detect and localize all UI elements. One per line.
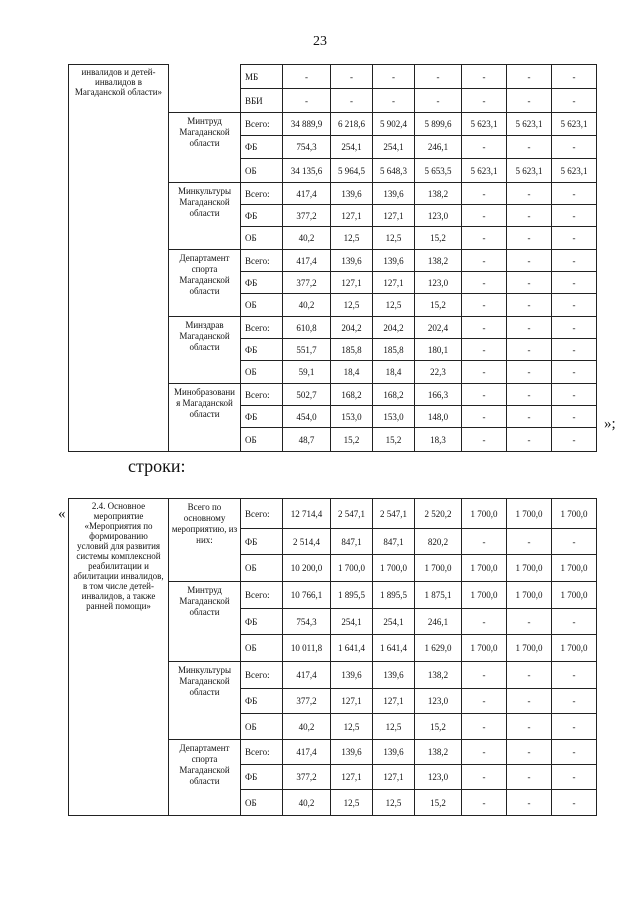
executor-cell: Всего по основному мероприятию, из них: — [169, 499, 241, 582]
amount-cell: - — [552, 384, 597, 406]
amount-cell: - — [507, 250, 552, 272]
amount-cell: 15,2 — [415, 294, 462, 317]
amount-cell: - — [462, 65, 507, 89]
funding-source-cell: Всего: — [241, 317, 283, 339]
amount-cell: 12,5 — [331, 227, 373, 250]
amount-cell: - — [462, 361, 507, 384]
amount-cell: 1 700,0 — [507, 635, 552, 662]
funding-source-cell: Всего: — [241, 662, 283, 689]
amount-cell: 40,2 — [283, 227, 331, 250]
amount-cell: 454,0 — [283, 406, 331, 428]
funding-source-cell: ОБ — [241, 159, 283, 183]
amount-cell: 1 700,0 — [552, 582, 597, 609]
amount-cell: 168,2 — [373, 384, 415, 406]
amount-cell: 34 135,6 — [283, 159, 331, 183]
amount-cell: - — [462, 205, 507, 227]
amount-cell: - — [283, 65, 331, 89]
funding-source-cell: ОБ — [241, 428, 283, 452]
amount-cell: 123,0 — [415, 765, 462, 790]
amount-cell: 2 547,1 — [331, 499, 373, 529]
table-row — [69, 65, 597, 89]
executor-cell: Минкультуры Магаданской области — [169, 183, 241, 250]
amount-cell: 153,0 — [373, 406, 415, 428]
amount-cell: - — [507, 765, 552, 790]
amount-cell: - — [552, 89, 597, 113]
funding-source-cell: ОБ — [241, 555, 283, 582]
amount-cell: 377,2 — [283, 205, 331, 227]
amount-cell: - — [507, 227, 552, 250]
amount-cell: - — [462, 406, 507, 428]
amount-cell: 417,4 — [283, 662, 331, 689]
budget-table-continuation — [68, 64, 597, 452]
amount-cell: - — [462, 339, 507, 361]
amount-cell: - — [507, 714, 552, 740]
amount-cell: 5 653,5 — [415, 159, 462, 183]
amount-cell: - — [507, 272, 552, 294]
amount-cell: - — [462, 136, 507, 159]
amount-cell: 139,6 — [331, 250, 373, 272]
budget-table-new-rows — [68, 498, 597, 816]
amount-cell: 15,2 — [373, 428, 415, 452]
amount-cell: 847,1 — [373, 529, 415, 555]
funding-source-cell: ОБ — [241, 714, 283, 740]
funding-source-cell: ФБ — [241, 689, 283, 714]
amount-cell: 185,8 — [373, 339, 415, 361]
amount-cell: 12,5 — [331, 294, 373, 317]
funding-source-cell: ФБ — [241, 609, 283, 635]
amount-cell: - — [552, 250, 597, 272]
funding-source-cell: ОБ — [241, 790, 283, 816]
amount-cell: - — [462, 609, 507, 635]
amount-cell: 5 623,1 — [507, 159, 552, 183]
funding-source-cell: Всего: — [241, 113, 283, 136]
amount-cell: - — [331, 89, 373, 113]
amount-cell: 139,6 — [373, 183, 415, 205]
amount-cell: 1 700,0 — [507, 555, 552, 582]
amount-cell: 1 700,0 — [552, 499, 597, 529]
amount-cell: - — [507, 384, 552, 406]
amount-cell: 5 899,6 — [415, 113, 462, 136]
amount-cell: 1 700,0 — [507, 582, 552, 609]
amount-cell: 246,1 — [415, 136, 462, 159]
funding-source-cell: ФБ — [241, 339, 283, 361]
amount-cell: 254,1 — [373, 136, 415, 159]
amount-cell: - — [552, 183, 597, 205]
amount-cell: - — [552, 529, 597, 555]
amount-cell: 22,3 — [415, 361, 462, 384]
funding-source-cell: ФБ — [241, 765, 283, 790]
amount-cell: - — [415, 65, 462, 89]
amount-cell: 204,2 — [331, 317, 373, 339]
amount-cell: 551,7 — [283, 339, 331, 361]
amount-cell: 5 902,4 — [373, 113, 415, 136]
amount-cell: - — [462, 740, 507, 765]
amount-cell: 138,2 — [415, 250, 462, 272]
amount-cell: - — [507, 65, 552, 89]
amount-cell: - — [507, 428, 552, 452]
amount-cell: 10 200,0 — [283, 555, 331, 582]
amount-cell: - — [462, 317, 507, 339]
measure-description-cell: 2.4. Основное мероприятие «Мероприятия по формированию условий для развития системы комплексной реабилитации и абилитации инвалидов, в том числе детей-инвалидов, а также ранней помощи» — [69, 499, 169, 816]
executor-cell: Минобразовани я Магаданской области — [169, 384, 241, 452]
amount-cell: 754,3 — [283, 136, 331, 159]
amount-cell: - — [462, 272, 507, 294]
amount-cell: 12,5 — [373, 714, 415, 740]
table-row — [69, 499, 597, 529]
amount-cell: 12 714,4 — [283, 499, 331, 529]
amount-cell: - — [462, 227, 507, 250]
amount-cell: 1 700,0 — [462, 582, 507, 609]
funding-source-cell: Всего: — [241, 740, 283, 765]
amount-cell: - — [462, 250, 507, 272]
measure-description-cell: инвалидов и детей-инвалидов в Магаданской области» — [69, 65, 169, 452]
amount-cell: 417,4 — [283, 250, 331, 272]
funding-source-cell: ОБ — [241, 294, 283, 317]
executor-cell: Минкультуры Магаданской области — [169, 662, 241, 740]
amount-cell: 40,2 — [283, 294, 331, 317]
amount-cell: 202,4 — [415, 317, 462, 339]
funding-source-cell: Всего: — [241, 384, 283, 406]
amount-cell: 15,2 — [331, 428, 373, 452]
amount-cell: 377,2 — [283, 689, 331, 714]
amount-cell: - — [462, 529, 507, 555]
funding-source-cell: ОБ — [241, 635, 283, 662]
amount-cell: 138,2 — [415, 662, 462, 689]
amount-cell: - — [552, 317, 597, 339]
amount-cell: - — [552, 662, 597, 689]
amount-cell: - — [507, 740, 552, 765]
amount-cell: 5 623,1 — [462, 113, 507, 136]
amount-cell: 1 700,0 — [462, 555, 507, 582]
amount-cell: 5 648,3 — [373, 159, 415, 183]
amount-cell: 204,2 — [373, 317, 415, 339]
amount-cell: 123,0 — [415, 272, 462, 294]
amount-cell: 185,8 — [331, 339, 373, 361]
amount-cell: - — [552, 272, 597, 294]
amount-cell: 377,2 — [283, 272, 331, 294]
amount-cell: 6 218,6 — [331, 113, 373, 136]
funding-source-cell: ФБ — [241, 136, 283, 159]
amount-cell: 847,1 — [331, 529, 373, 555]
closing-quote: »; — [604, 416, 616, 432]
amount-cell: - — [462, 428, 507, 452]
amount-cell: 246,1 — [415, 609, 462, 635]
amount-cell: 139,6 — [373, 662, 415, 689]
amount-cell: 18,3 — [415, 428, 462, 452]
amount-cell: - — [462, 183, 507, 205]
funding-source-cell: Всего: — [241, 183, 283, 205]
amount-cell: 168,2 — [331, 384, 373, 406]
amount-cell: 180,1 — [415, 339, 462, 361]
amount-cell: - — [552, 361, 597, 384]
amount-cell: 10 011,8 — [283, 635, 331, 662]
amount-cell: - — [552, 790, 597, 816]
funding-source-cell: МБ — [241, 65, 283, 89]
amount-cell: - — [552, 294, 597, 317]
amount-cell: 754,3 — [283, 609, 331, 635]
amount-cell: - — [373, 89, 415, 113]
amount-cell: 123,0 — [415, 689, 462, 714]
amount-cell: - — [462, 765, 507, 790]
amount-cell: - — [507, 136, 552, 159]
amount-cell: - — [552, 689, 597, 714]
amount-cell: 139,6 — [373, 250, 415, 272]
amount-cell: - — [552, 227, 597, 250]
amount-cell: 15,2 — [415, 227, 462, 250]
amount-cell: 1 875,1 — [415, 582, 462, 609]
funding-source-cell: ОБ — [241, 227, 283, 250]
amount-cell: 2 520,2 — [415, 499, 462, 529]
amount-cell: 417,4 — [283, 183, 331, 205]
amount-cell: 139,6 — [331, 740, 373, 765]
funding-source-cell: Всего: — [241, 250, 283, 272]
amount-cell: - — [462, 689, 507, 714]
amount-cell: 10 766,1 — [283, 582, 331, 609]
amount-cell: - — [462, 384, 507, 406]
amount-cell: 59,1 — [283, 361, 331, 384]
executor-cell: Департамент спорта Магаданской области — [169, 740, 241, 816]
amount-cell: - — [462, 714, 507, 740]
amount-cell: 127,1 — [331, 205, 373, 227]
amount-cell: 5 623,1 — [462, 159, 507, 183]
amount-cell: 820,2 — [415, 529, 462, 555]
amount-cell: 127,1 — [373, 205, 415, 227]
amount-cell: 1 895,5 — [331, 582, 373, 609]
amount-cell: 123,0 — [415, 205, 462, 227]
amount-cell: 12,5 — [373, 294, 415, 317]
amount-cell: 18,4 — [373, 361, 415, 384]
amount-cell: - — [507, 317, 552, 339]
amount-cell: 127,1 — [331, 689, 373, 714]
amount-cell: - — [507, 689, 552, 714]
funding-source-cell: Всего: — [241, 582, 283, 609]
funding-source-cell: ФБ — [241, 272, 283, 294]
amount-cell: - — [507, 406, 552, 428]
amount-cell: - — [507, 339, 552, 361]
amount-cell: - — [552, 205, 597, 227]
amount-cell: 1 700,0 — [552, 555, 597, 582]
amount-cell: - — [552, 428, 597, 452]
section-heading: строки: — [128, 456, 186, 476]
amount-cell: 127,1 — [373, 272, 415, 294]
amount-cell: 1 700,0 — [507, 499, 552, 529]
amount-cell: 12,5 — [373, 790, 415, 816]
amount-cell: - — [552, 339, 597, 361]
amount-cell: 417,4 — [283, 740, 331, 765]
amount-cell: 139,6 — [331, 662, 373, 689]
amount-cell: - — [462, 294, 507, 317]
funding-source-cell: Всего: — [241, 499, 283, 529]
amount-cell: 1 641,4 — [373, 635, 415, 662]
amount-cell: - — [552, 65, 597, 89]
amount-cell: 12,5 — [331, 714, 373, 740]
amount-cell: 254,1 — [331, 136, 373, 159]
amount-cell: 5 623,1 — [552, 113, 597, 136]
executor-cell: Минздрав Магаданской области — [169, 317, 241, 384]
amount-cell: 139,6 — [331, 183, 373, 205]
amount-cell: - — [507, 294, 552, 317]
amount-cell: 139,6 — [373, 740, 415, 765]
executor-cell-empty — [169, 65, 241, 113]
amount-cell: 1 700,0 — [331, 555, 373, 582]
amount-cell: - — [552, 714, 597, 740]
funding-source-cell: ФБ — [241, 205, 283, 227]
amount-cell: - — [507, 89, 552, 113]
amount-cell: 40,2 — [283, 790, 331, 816]
amount-cell: 1 629,0 — [415, 635, 462, 662]
amount-cell: 1 641,4 — [331, 635, 373, 662]
executor-cell: Минтруд Магаданской области — [169, 582, 241, 662]
amount-cell: 2 514,4 — [283, 529, 331, 555]
amount-cell: 148,0 — [415, 406, 462, 428]
opening-quote: « — [58, 506, 66, 522]
amount-cell: 138,2 — [415, 183, 462, 205]
amount-cell: 34 889,9 — [283, 113, 331, 136]
amount-cell: - — [373, 65, 415, 89]
funding-source-cell: ВБИ — [241, 89, 283, 113]
amount-cell: 127,1 — [373, 689, 415, 714]
amount-cell: 1 700,0 — [415, 555, 462, 582]
funding-source-cell: ОБ — [241, 361, 283, 384]
amount-cell: - — [552, 136, 597, 159]
amount-cell: 127,1 — [331, 272, 373, 294]
amount-cell: 18,4 — [331, 361, 373, 384]
amount-cell: 254,1 — [373, 609, 415, 635]
amount-cell: - — [507, 183, 552, 205]
amount-cell: - — [283, 89, 331, 113]
amount-cell: 12,5 — [373, 227, 415, 250]
amount-cell: - — [331, 65, 373, 89]
amount-cell: - — [507, 662, 552, 689]
amount-cell: 254,1 — [331, 609, 373, 635]
amount-cell: 610,8 — [283, 317, 331, 339]
amount-cell: 1 700,0 — [373, 555, 415, 582]
page-number: 23 — [313, 34, 327, 49]
executor-cell: Минтруд Магаданской области — [169, 113, 241, 183]
amount-cell: - — [507, 361, 552, 384]
amount-cell: 5 623,1 — [552, 159, 597, 183]
amount-cell: - — [462, 662, 507, 689]
amount-cell: - — [462, 790, 507, 816]
amount-cell: - — [507, 205, 552, 227]
amount-cell: 1 700,0 — [552, 635, 597, 662]
amount-cell: - — [552, 740, 597, 765]
amount-cell: - — [552, 609, 597, 635]
amount-cell: 15,2 — [415, 790, 462, 816]
amount-cell: - — [462, 89, 507, 113]
amount-cell: 1 895,5 — [373, 582, 415, 609]
amount-cell: 377,2 — [283, 765, 331, 790]
amount-cell: 48,7 — [283, 428, 331, 452]
amount-cell: 127,1 — [331, 765, 373, 790]
amount-cell: 1 700,0 — [462, 499, 507, 529]
amount-cell: 2 547,1 — [373, 499, 415, 529]
amount-cell: - — [507, 529, 552, 555]
amount-cell: 502,7 — [283, 384, 331, 406]
amount-cell: - — [507, 609, 552, 635]
amount-cell: 15,2 — [415, 714, 462, 740]
funding-source-cell: ФБ — [241, 406, 283, 428]
amount-cell: 5 964,5 — [331, 159, 373, 183]
amount-cell: 127,1 — [373, 765, 415, 790]
amount-cell: 1 700,0 — [462, 635, 507, 662]
amount-cell: - — [507, 790, 552, 816]
executor-cell: Департамент спорта Магаданской области — [169, 250, 241, 317]
amount-cell: 138,2 — [415, 740, 462, 765]
amount-cell: 166,3 — [415, 384, 462, 406]
amount-cell: 153,0 — [331, 406, 373, 428]
funding-source-cell: ФБ — [241, 529, 283, 555]
amount-cell: 5 623,1 — [507, 113, 552, 136]
amount-cell: 12,5 — [331, 790, 373, 816]
amount-cell: - — [415, 89, 462, 113]
amount-cell: - — [552, 406, 597, 428]
amount-cell: - — [552, 765, 597, 790]
amount-cell: 40,2 — [283, 714, 331, 740]
